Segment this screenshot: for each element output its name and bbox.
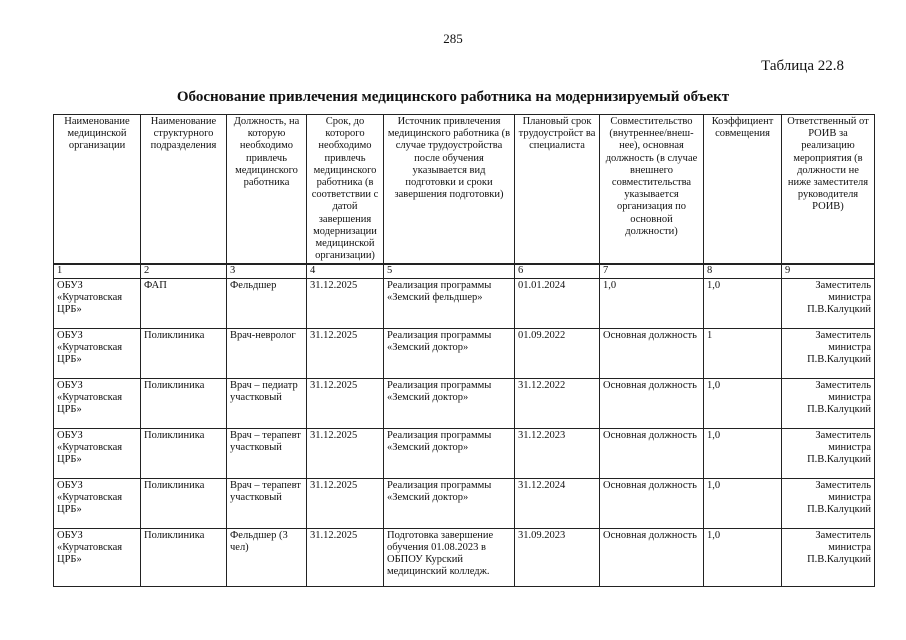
column-number: 9 <box>782 264 875 278</box>
cell-responsible: Заместитель министра П.В.Калуцкий <box>782 278 875 328</box>
column-number: 6 <box>515 264 600 278</box>
cell-planned: 31.12.2024 <box>515 478 600 528</box>
cell-source: Реализация программы «Земский доктор» <box>384 328 515 378</box>
cell-coef: 1 <box>704 328 782 378</box>
cell-position: Врач-невролог <box>227 328 307 378</box>
column-header: Коэффициент совмещения <box>704 115 782 265</box>
column-header: Наименование структурного подразделения <box>141 115 227 265</box>
table-label: Таблица 22.8 <box>761 58 844 74</box>
column-number: 5 <box>384 264 515 278</box>
column-number: 2 <box>141 264 227 278</box>
cell-unit: ФАП <box>141 278 227 328</box>
cell-org: ОБУЗ «Курчатовская ЦРБ» <box>54 378 141 428</box>
cell-org: ОБУЗ «Курчатовская ЦРБ» <box>54 278 141 328</box>
cell-deadline: 31.12.2025 <box>307 528 384 586</box>
column-header: Наименование медицинской организации <box>54 115 141 265</box>
column-number: 8 <box>704 264 782 278</box>
column-header: Совместительство (внутреннее/внеш-нее), основная должность (в случае внешнего совместительства указывается организация по основной должности) <box>600 115 704 265</box>
cell-unit: Поликлиника <box>141 428 227 478</box>
cell-unit: Поликлиника <box>141 328 227 378</box>
cell-source: Реализация программы «Земский фельдшер» <box>384 278 515 328</box>
column-header: Ответственный от РОИВ за реализацию мероприятия (в должности не ниже заместителя руководителя РОИВ) <box>782 115 875 265</box>
cell-source: Подготовка завершение обучения 01.08.2023 в ОБПОУ Курский медицинский колледж. <box>384 528 515 586</box>
column-number: 7 <box>600 264 704 278</box>
column-header: Плановый срок трудоустройст ва специалиста <box>515 115 600 265</box>
cell-planned: 01.09.2022 <box>515 328 600 378</box>
cell-deadline: 31.12.2025 <box>307 328 384 378</box>
cell-unit: Поликлиника <box>141 378 227 428</box>
cell-planned: 31.12.2023 <box>515 428 600 478</box>
cell-planned: 31.12.2022 <box>515 378 600 428</box>
cell-source: Реализация программы «Земский доктор» <box>384 478 515 528</box>
table-row <box>54 278 875 328</box>
cell-deadline: 31.12.2025 <box>307 478 384 528</box>
cell-org: ОБУЗ «Курчатовская ЦРБ» <box>54 428 141 478</box>
cell-combination: 1,0 <box>600 278 704 328</box>
column-number: 3 <box>227 264 307 278</box>
cell-responsible: Заместитель министра П.В.Калуцкий <box>782 478 875 528</box>
column-number: 4 <box>307 264 384 278</box>
cell-org: ОБУЗ «Курчатовская ЦРБ» <box>54 528 141 586</box>
cell-position: Врач – терапевт участковый <box>227 428 307 478</box>
cell-responsible: Заместитель министра П.В.Калуцкий <box>782 428 875 478</box>
cell-coef: 1,0 <box>704 378 782 428</box>
cell-coef: 1,0 <box>704 478 782 528</box>
cell-responsible: Заместитель министра П.В.Калуцкий <box>782 378 875 428</box>
table-row <box>54 428 875 478</box>
document-title: Обоснование привлечения медицинского работника на модернизируемый объект <box>176 89 730 105</box>
table-row <box>54 328 875 378</box>
cell-combination: Основная должность <box>600 428 704 478</box>
column-number-row <box>54 264 875 278</box>
cell-combination: Основная должность <box>600 328 704 378</box>
column-header: Срок, до которого необходимо привлечь медицинского работника (в соответствии с датой завершения модернизации медицинской организации) <box>307 115 384 265</box>
table-row <box>54 478 875 528</box>
cell-deadline: 31.12.2025 <box>307 428 384 478</box>
cell-deadline: 31.12.2025 <box>307 378 384 428</box>
column-number: 1 <box>54 264 141 278</box>
cell-unit: Поликлиника <box>141 478 227 528</box>
cell-source: Реализация программы «Земский доктор» <box>384 428 515 478</box>
cell-combination: Основная должность <box>600 378 704 428</box>
cell-position: Фельдшер <box>227 278 307 328</box>
cell-position: Врач – педиатр участковый <box>227 378 307 428</box>
cell-org: ОБУЗ «Курчатовская ЦРБ» <box>54 478 141 528</box>
cell-coef: 1,0 <box>704 528 782 586</box>
cell-planned: 31.09.2023 <box>515 528 600 586</box>
cell-unit: Поликлиника <box>141 528 227 586</box>
cell-planned: 01.01.2024 <box>515 278 600 328</box>
staffing-table <box>53 114 875 587</box>
cell-deadline: 31.12.2025 <box>307 278 384 328</box>
table-row <box>54 528 875 586</box>
cell-position: Фельдшер (3 чел) <box>227 528 307 586</box>
cell-responsible: Заместитель министра П.В.Калуцкий <box>782 528 875 586</box>
column-header: Источник привлечения медицинского работника (в случае трудоустройства после обучения указывается вид подготовки и сроки завершения подготовки) <box>384 115 515 265</box>
page-number: 285 <box>443 31 463 46</box>
cell-position: Врач – терапевт участковый <box>227 478 307 528</box>
table-row <box>54 378 875 428</box>
cell-org: ОБУЗ «Курчатовская ЦРБ» <box>54 328 141 378</box>
cell-source: Реализация программы «Земский доктор» <box>384 378 515 428</box>
cell-coef: 1,0 <box>704 278 782 328</box>
cell-responsible: Заместитель министра П.В.Калуцкий <box>782 328 875 378</box>
header-row <box>54 115 875 265</box>
cell-combination: Основная должность <box>600 528 704 586</box>
column-header: Должность, на которую необходимо привлечь медицинского работника <box>227 115 307 265</box>
cell-combination: Основная должность <box>600 478 704 528</box>
cell-coef: 1,0 <box>704 428 782 478</box>
